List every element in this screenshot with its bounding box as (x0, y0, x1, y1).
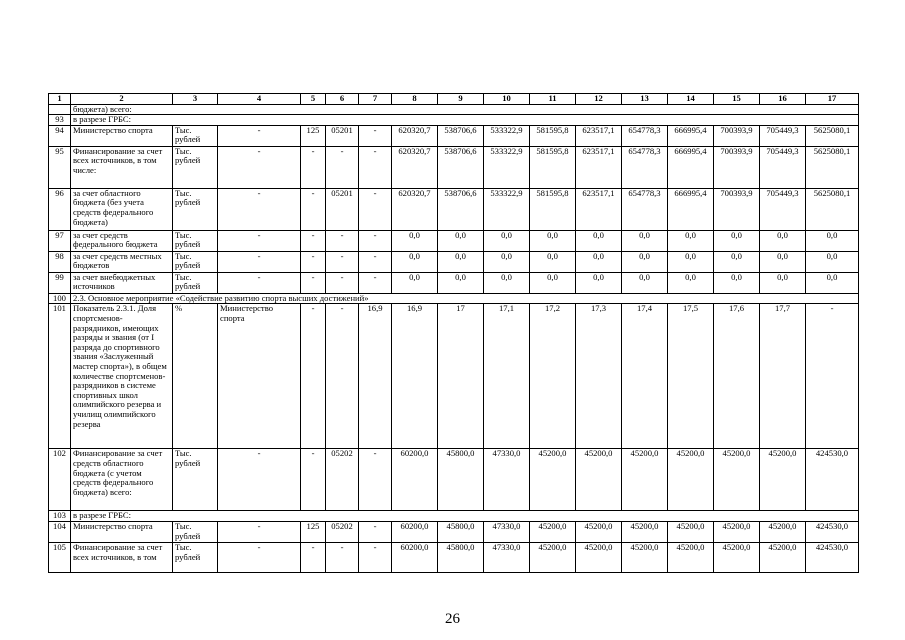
value-cell: 0,0 (392, 272, 438, 293)
value-cell: 0,0 (668, 251, 714, 272)
value-cell: 45800,0 (438, 521, 484, 542)
executor-cell: - (218, 542, 301, 572)
table-row (49, 521, 859, 542)
value-cell: 17,7 (760, 304, 806, 449)
table-row (49, 251, 859, 272)
table-row (49, 115, 859, 126)
row-number-cell: 104 (49, 521, 71, 542)
value-cell: 17,6 (714, 304, 760, 449)
value-cell: 0,0 (714, 251, 760, 272)
column-number-cell: 13 (622, 94, 668, 105)
value-cell: 45200,0 (530, 542, 576, 572)
value-cell: 538706,6 (438, 146, 484, 188)
value-cell: 654778,3 (622, 125, 668, 146)
table-row (49, 230, 859, 251)
row-number-cell: 96 (49, 188, 71, 230)
value-cell: 620320,7 (392, 146, 438, 188)
table-row (49, 104, 859, 115)
value-cell: 45200,0 (576, 542, 622, 572)
table-row (49, 511, 859, 522)
program-code-cell: - (326, 230, 359, 251)
value-cell: 60200,0 (392, 521, 438, 542)
grbs-code-cell: 125 (301, 125, 326, 146)
grbs-code-cell: - (301, 449, 326, 511)
value-cell: 47330,0 (484, 449, 530, 511)
value-cell: 45200,0 (576, 449, 622, 511)
unit-cell: Тыс. рублей (173, 188, 218, 230)
indicator-name-cell: за счет внебюджетных источников (71, 272, 173, 293)
value-cell: 424530,0 (806, 449, 859, 511)
value-cell: 0,0 (438, 230, 484, 251)
row-number-cell (49, 104, 71, 115)
column-number-cell: 4 (218, 94, 301, 105)
section-text-cell: бюджета) всего: (71, 104, 859, 115)
indicator-name-cell: Финансирование за счет всех источников, в том числе: (71, 146, 173, 188)
value-cell: 0,0 (806, 251, 859, 272)
column-number-cell: 3 (173, 94, 218, 105)
column-number-cell: 5 (301, 94, 326, 105)
row-number-cell: 94 (49, 125, 71, 146)
indicator-name-cell: Министерство спорта (71, 125, 173, 146)
value-cell: 533322,9 (484, 188, 530, 230)
column-number-cell: 10 (484, 94, 530, 105)
executor-cell: - (218, 521, 301, 542)
executor-cell: Министерство спорта (218, 304, 301, 449)
program-code-cell: - (326, 542, 359, 572)
grbs-code-cell: - (301, 304, 326, 449)
value-cell: 0,0 (668, 272, 714, 293)
value-cell: 17,3 (576, 304, 622, 449)
value-cell: 0,0 (576, 230, 622, 251)
value-cell: 533322,9 (484, 125, 530, 146)
base-value-cell: 16,9 (359, 304, 392, 449)
base-value-cell: - (359, 230, 392, 251)
table-body (49, 94, 859, 573)
indicator-name-cell: за счет областного бюджета (без учета средств федерального бюджета) (71, 188, 173, 230)
table-row (49, 542, 859, 572)
value-cell: 424530,0 (806, 542, 859, 572)
section-text-cell: в разрезе ГРБС: (71, 511, 859, 522)
value-cell: 0,0 (760, 251, 806, 272)
row-number-cell: 101 (49, 304, 71, 449)
table-row (49, 293, 859, 304)
unit-cell: Тыс. рублей (173, 125, 218, 146)
executor-cell: - (218, 125, 301, 146)
grbs-code-cell: - (301, 272, 326, 293)
program-code-cell: 05202 (326, 521, 359, 542)
value-cell: 0,0 (806, 230, 859, 251)
base-value-cell: - (359, 125, 392, 146)
indicator-name-cell: за счет средств местных бюджетов (71, 251, 173, 272)
base-value-cell: - (359, 188, 392, 230)
column-number-cell: 1 (49, 94, 71, 105)
program-code-cell: - (326, 146, 359, 188)
executor-cell: - (218, 251, 301, 272)
value-cell: 17,2 (530, 304, 576, 449)
value-cell: 581595,8 (530, 146, 576, 188)
indicator-name-cell: за счет средств федерального бюджета (71, 230, 173, 251)
value-cell: 45200,0 (622, 542, 668, 572)
table-row (49, 188, 859, 230)
program-code-cell: 05201 (326, 188, 359, 230)
value-cell: 45200,0 (668, 521, 714, 542)
value-cell: 623517,1 (576, 188, 622, 230)
value-cell: 45200,0 (760, 449, 806, 511)
row-number-cell: 95 (49, 146, 71, 188)
row-number-cell: 105 (49, 542, 71, 572)
program-code-cell: - (326, 272, 359, 293)
value-cell: 654778,3 (622, 188, 668, 230)
value-cell: 0,0 (576, 251, 622, 272)
program-code-cell: - (326, 251, 359, 272)
value-cell: 0,0 (806, 272, 859, 293)
row-number-cell: 99 (49, 272, 71, 293)
value-cell: 45200,0 (714, 521, 760, 542)
value-cell: 17 (438, 304, 484, 449)
value-cell: 533322,9 (484, 146, 530, 188)
row-number-cell: 97 (49, 230, 71, 251)
section-text-cell: 2.3. Основное мероприятие «Содействие развитию спорта высших достижений» (71, 293, 859, 304)
value-cell: 0,0 (530, 230, 576, 251)
indicator-name-cell: Показатель 2.3.1. Доля спортсменов-разрядников, имеющих разряды и звания (от I разряда до спортивного звания «Заслуженный мастер спорта»), в общем количестве спортсменов-разрядников в системе спортивных школ олимпийского резерва и училищ олимпийского резерва (71, 304, 173, 449)
base-value-cell: - (359, 251, 392, 272)
value-cell: 0,0 (668, 230, 714, 251)
column-number-cell: 8 (392, 94, 438, 105)
value-cell: 538706,6 (438, 125, 484, 146)
value-cell: 666995,4 (668, 125, 714, 146)
program-code-cell: - (326, 304, 359, 449)
grbs-code-cell: 125 (301, 521, 326, 542)
value-cell: 424530,0 (806, 521, 859, 542)
value-cell: 45200,0 (530, 449, 576, 511)
executor-cell: - (218, 188, 301, 230)
column-number-cell: 14 (668, 94, 714, 105)
executor-cell: - (218, 146, 301, 188)
value-cell: 45800,0 (438, 542, 484, 572)
value-cell: 0,0 (714, 230, 760, 251)
value-cell: - (806, 304, 859, 449)
indicator-name-cell: Финансирование за счет средств областного бюджета (с учетом средств федерального бюджета) всего: (71, 449, 173, 511)
value-cell: 538706,6 (438, 188, 484, 230)
value-cell: 45200,0 (714, 542, 760, 572)
table-row (49, 304, 859, 449)
indicator-name-cell: Финансирование за счет всех источников, в том (71, 542, 173, 572)
value-cell: 0,0 (438, 251, 484, 272)
value-cell: 45200,0 (760, 521, 806, 542)
value-cell: 45200,0 (760, 542, 806, 572)
executor-cell: - (218, 230, 301, 251)
column-number-cell: 9 (438, 94, 484, 105)
value-cell: 5625080,1 (806, 125, 859, 146)
value-cell: 60200,0 (392, 542, 438, 572)
grbs-code-cell: - (301, 188, 326, 230)
value-cell: 0,0 (484, 251, 530, 272)
executor-cell: - (218, 272, 301, 293)
value-cell: 17,5 (668, 304, 714, 449)
table-row (49, 449, 859, 511)
value-cell: 581595,8 (530, 188, 576, 230)
unit-cell: Тыс. рублей (173, 230, 218, 251)
value-cell: 45800,0 (438, 449, 484, 511)
table-row (49, 146, 859, 188)
value-cell: 705449,3 (760, 188, 806, 230)
value-cell: 0,0 (576, 272, 622, 293)
unit-cell: Тыс. рублей (173, 146, 218, 188)
value-cell: 17,4 (622, 304, 668, 449)
unit-cell: Тыс. рублей (173, 449, 218, 511)
base-value-cell: - (359, 146, 392, 188)
column-number-cell: 12 (576, 94, 622, 105)
column-number-cell: 6 (326, 94, 359, 105)
value-cell: 705449,3 (760, 125, 806, 146)
value-cell: 45200,0 (668, 542, 714, 572)
column-number-row (49, 94, 859, 105)
base-value-cell: - (359, 449, 392, 511)
value-cell: 45200,0 (668, 449, 714, 511)
unit-cell: Тыс. рублей (173, 542, 218, 572)
value-cell: 45200,0 (714, 449, 760, 511)
executor-cell: - (218, 449, 301, 511)
section-text-cell: в разрезе ГРБС: (71, 115, 859, 126)
column-number-cell: 15 (714, 94, 760, 105)
table-row (49, 125, 859, 146)
value-cell: 47330,0 (484, 542, 530, 572)
value-cell: 666995,4 (668, 188, 714, 230)
value-cell: 0,0 (484, 272, 530, 293)
column-number-cell: 17 (806, 94, 859, 105)
budget-table (48, 93, 859, 573)
value-cell: 0,0 (392, 251, 438, 272)
indicator-name-cell: Министерство спорта (71, 521, 173, 542)
program-code-cell: 05202 (326, 449, 359, 511)
value-cell: 0,0 (530, 272, 576, 293)
base-value-cell: - (359, 521, 392, 542)
value-cell: 0,0 (622, 272, 668, 293)
unit-cell: % (173, 304, 218, 449)
value-cell: 623517,1 (576, 125, 622, 146)
unit-cell: Тыс. рублей (173, 251, 218, 272)
row-number-cell: 98 (49, 251, 71, 272)
row-number-cell: 102 (49, 449, 71, 511)
value-cell: 700393,9 (714, 188, 760, 230)
value-cell: 581595,8 (530, 125, 576, 146)
grbs-code-cell: - (301, 251, 326, 272)
value-cell: 16,9 (392, 304, 438, 449)
column-number-cell: 16 (760, 94, 806, 105)
base-value-cell: - (359, 542, 392, 572)
value-cell: 0,0 (622, 230, 668, 251)
value-cell: 5625080,1 (806, 188, 859, 230)
grbs-code-cell: - (301, 230, 326, 251)
value-cell: 60200,0 (392, 449, 438, 511)
value-cell: 620320,7 (392, 125, 438, 146)
value-cell: 45200,0 (530, 521, 576, 542)
value-cell: 620320,7 (392, 188, 438, 230)
value-cell: 0,0 (530, 251, 576, 272)
value-cell: 700393,9 (714, 125, 760, 146)
program-code-cell: 05201 (326, 125, 359, 146)
value-cell: 17,1 (484, 304, 530, 449)
base-value-cell: - (359, 272, 392, 293)
value-cell: 0,0 (760, 272, 806, 293)
value-cell: 45200,0 (576, 521, 622, 542)
row-number-cell: 100 (49, 293, 71, 304)
unit-cell: Тыс. рублей (173, 521, 218, 542)
table-row (49, 272, 859, 293)
value-cell: 0,0 (438, 272, 484, 293)
value-cell: 654778,3 (622, 146, 668, 188)
row-number-cell: 103 (49, 511, 71, 522)
value-cell: 47330,0 (484, 521, 530, 542)
value-cell: 45200,0 (622, 521, 668, 542)
column-number-cell: 11 (530, 94, 576, 105)
value-cell: 5625080,1 (806, 146, 859, 188)
column-number-cell: 7 (359, 94, 392, 105)
value-cell: 700393,9 (714, 146, 760, 188)
value-cell: 666995,4 (668, 146, 714, 188)
value-cell: 0,0 (760, 230, 806, 251)
value-cell: 0,0 (622, 251, 668, 272)
value-cell: 45200,0 (622, 449, 668, 511)
column-number-cell: 2 (71, 94, 173, 105)
grbs-code-cell: - (301, 542, 326, 572)
value-cell: 0,0 (714, 272, 760, 293)
value-cell: 623517,1 (576, 146, 622, 188)
value-cell: 705449,3 (760, 146, 806, 188)
value-cell: 0,0 (392, 230, 438, 251)
page-number: 26 (445, 611, 460, 627)
grbs-code-cell: - (301, 146, 326, 188)
value-cell: 0,0 (484, 230, 530, 251)
row-number-cell: 93 (49, 115, 71, 126)
unit-cell: Тыс. рублей (173, 272, 218, 293)
